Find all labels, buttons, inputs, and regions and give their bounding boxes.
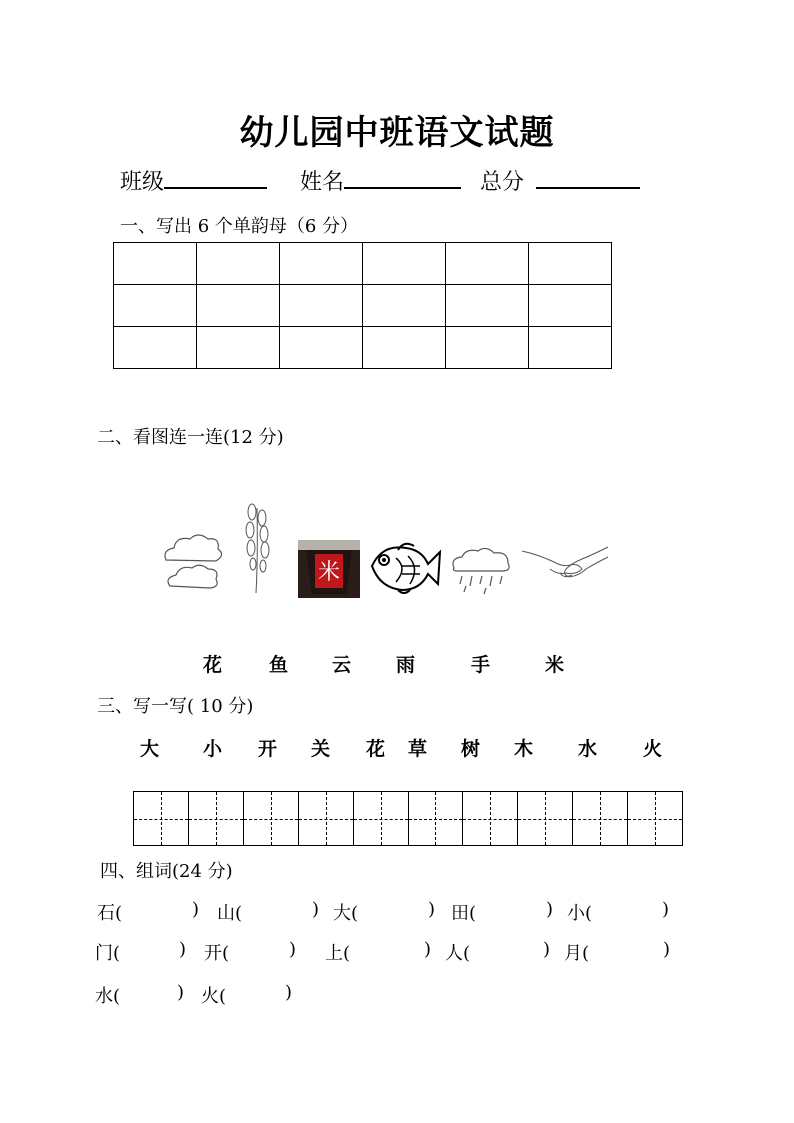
word-item: 上( — [325, 943, 351, 964]
writing-cell[interactable] — [134, 792, 189, 845]
grid-cell[interactable] — [114, 285, 197, 327]
writing-cell[interactable] — [299, 792, 354, 845]
word-item: 水( — [95, 986, 121, 1007]
class-field — [120, 165, 267, 196]
word-item: 火( — [201, 986, 227, 1007]
vowel-grid — [113, 242, 612, 369]
word-item: 大( — [333, 903, 359, 924]
word-item: ) — [192, 899, 200, 920]
grid-cell[interactable] — [529, 243, 612, 285]
word-item: 山( — [217, 903, 243, 924]
word-item: ) — [289, 939, 297, 960]
word-item: 月( — [564, 943, 590, 964]
practice-char: 水 — [578, 738, 598, 760]
grid-cell[interactable] — [197, 243, 280, 285]
cloud-icon — [160, 498, 222, 598]
practice-char: 关 — [311, 738, 331, 760]
grid-cell[interactable] — [280, 285, 363, 327]
name-field — [300, 165, 461, 196]
writing-cell[interactable] — [409, 792, 464, 845]
practice-char: 火 — [643, 738, 663, 760]
word-item: ) — [312, 899, 320, 920]
svg-text:米: 米 — [317, 560, 341, 585]
grid-cell[interactable] — [446, 327, 529, 369]
word-item: ) — [177, 982, 185, 1003]
grid-cell[interactable] — [197, 285, 280, 327]
practice-char: 开 — [258, 738, 278, 760]
score-label: 总分 — [480, 170, 525, 195]
name-blank[interactable] — [344, 167, 461, 189]
word-item: 田( — [451, 903, 477, 924]
grid-cell[interactable] — [363, 243, 446, 285]
grid-cell[interactable] — [280, 243, 363, 285]
writing-cell[interactable] — [189, 792, 244, 845]
word-item: ) — [179, 939, 187, 960]
writing-cell[interactable] — [628, 792, 682, 845]
grid-cell[interactable] — [363, 327, 446, 369]
name-label: 姓名 — [300, 170, 345, 195]
hands-icon — [520, 545, 610, 585]
practice-char: 草 — [408, 738, 428, 760]
page-title: 幼儿园中班语文试题 — [239, 113, 555, 153]
word-item: 石( — [97, 903, 123, 924]
word-item: ) — [663, 939, 671, 960]
match-word[interactable]: 米 — [545, 654, 565, 676]
match-word[interactable]: 鱼 — [269, 654, 289, 676]
practice-char: 大 — [140, 738, 160, 760]
word-item: ) — [285, 982, 293, 1003]
rice-icon — [298, 540, 360, 598]
word-item: 开( — [204, 943, 230, 964]
grid-cell[interactable] — [114, 243, 197, 285]
word-item: ) — [428, 899, 436, 920]
word-item: ) — [424, 939, 432, 960]
class-blank[interactable] — [164, 167, 267, 189]
word-item: ) — [543, 939, 551, 960]
score-blank[interactable] — [536, 167, 640, 189]
word-item: 人( — [445, 943, 471, 964]
fish-icon — [368, 538, 442, 598]
writing-grid — [133, 791, 683, 846]
match-word[interactable]: 云 — [332, 654, 352, 676]
practice-char: 树 — [461, 738, 481, 760]
rain-icon — [448, 548, 518, 598]
score-field — [480, 165, 640, 196]
grid-cell[interactable] — [529, 285, 612, 327]
match-word[interactable]: 雨 — [396, 654, 416, 676]
section4-heading: 四、组词(24 分) — [100, 861, 233, 882]
practice-char: 小 — [203, 738, 223, 760]
class-label: 班级 — [120, 170, 165, 195]
word-item: 门( — [95, 943, 121, 964]
writing-cell[interactable] — [463, 792, 518, 845]
grid-cell[interactable] — [363, 285, 446, 327]
section1-heading: 一、写出 6 个单韵母（6 分） — [120, 216, 359, 237]
match-word[interactable]: 手 — [471, 654, 491, 676]
grid-cell[interactable] — [114, 327, 197, 369]
practice-char: 木 — [514, 738, 534, 760]
writing-cell[interactable] — [573, 792, 628, 845]
writing-cell[interactable] — [518, 792, 573, 845]
section3-heading: 三、写一写( 10 分) — [97, 696, 254, 717]
wheat-icon — [238, 498, 278, 598]
match-word[interactable]: 花 — [203, 654, 223, 676]
writing-cell[interactable] — [244, 792, 299, 845]
word-item: ) — [546, 899, 554, 920]
practice-char: 花 — [366, 738, 386, 760]
writing-cell[interactable] — [354, 792, 409, 845]
grid-cell[interactable] — [197, 327, 280, 369]
grid-cell[interactable] — [280, 327, 363, 369]
grid-cell[interactable] — [446, 285, 529, 327]
word-item: ) — [662, 899, 670, 920]
word-item: 小( — [567, 903, 593, 924]
grid-cell[interactable] — [446, 243, 529, 285]
section2-heading: 二、看图连一连(12 分) — [97, 427, 284, 448]
grid-cell[interactable] — [529, 327, 612, 369]
